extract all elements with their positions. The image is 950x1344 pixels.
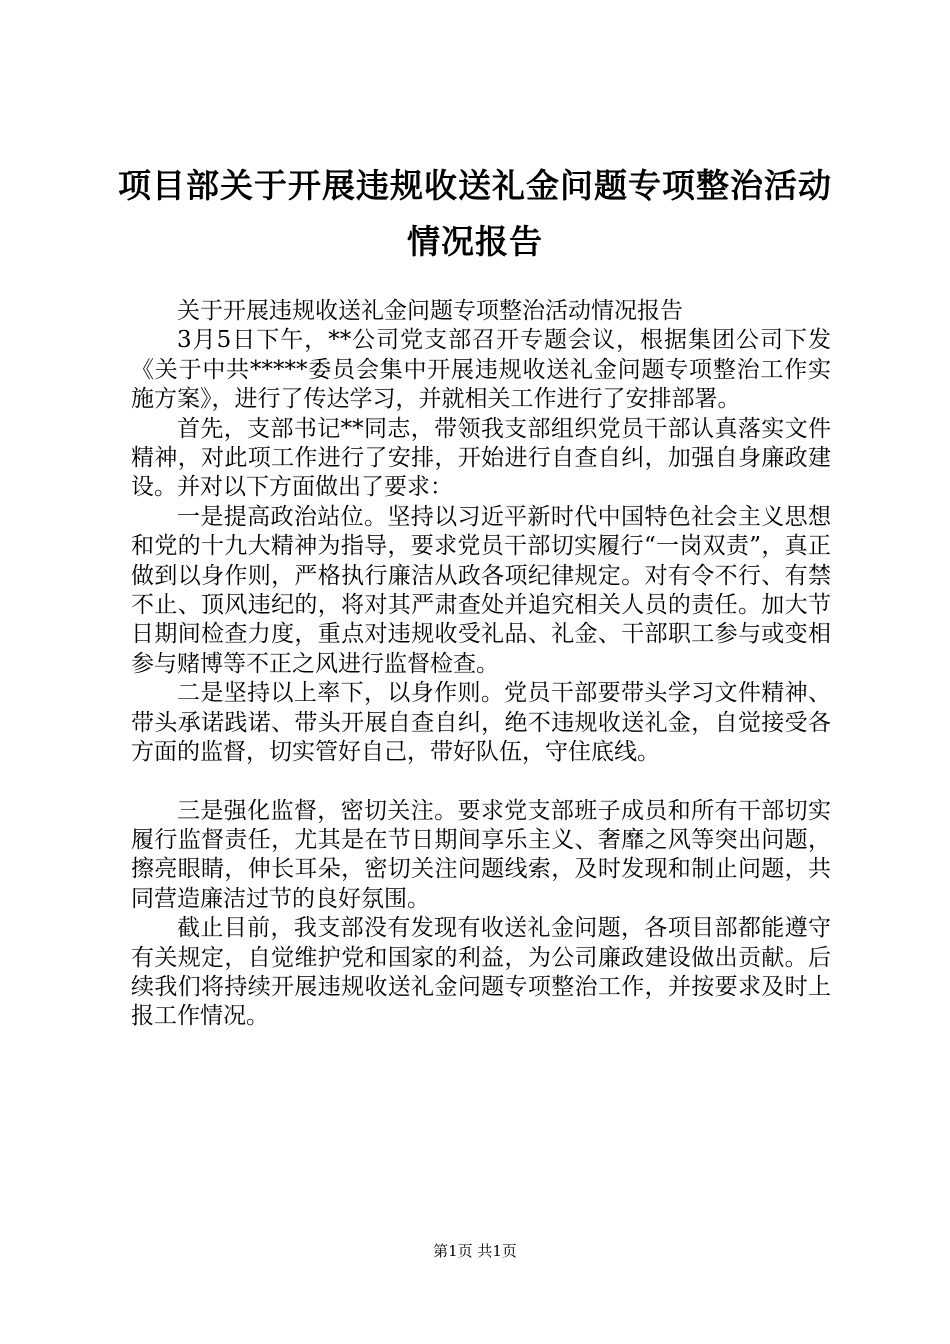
paragraph-point-one: 一是提高政治站位。坚持以习近平新时代中国特色社会主义思想和党的十九大精神为指导，要求党员干部切实履行“一岗双责”，真正做到以身作则，严格执行廉洁从政各项纪律规定。对有令不行、有禁不止、顶风违纪的，将对其严肃查处并追究相关人员的责任。加大节日期间检查力度，重点对违规收受礼品、礼金、干部职工参与或变相参与赌博等不正之风进行监督检查。 (131, 503, 831, 677)
paragraph-first: 首先，支部书记**同志，带领我支部组织党员干部认真落实文件精神，对此项工作进行了安排，开始进行自查自纠，加强自身廉政建设。并对以下方面做出了要求： (131, 415, 831, 501)
paragraph-subtitle: 关于开展违规收送礼金问题专项整治活动情况报告 (177, 298, 683, 324)
paragraph-meeting: 3月5日下午，**公司党支部召开专题会议，根据集团公司下发《关于中共*****委员会集中开展违规收送礼金问题专项整治工作实施方案》，进行了传达学习，并就相关工作进行了安排部署。 (131, 327, 831, 413)
paragraph-spacer (131, 768, 831, 797)
paragraph-conclusion: 截止目前，我支部没有发现有收送礼金问题，各项目部都能遵守有关规定，自觉维护党和国家的利益，为公司廉政建设做出贡献。后续我们将持续开展违规收送礼金问题专项整治工作，并按要求及时上报工作情况。 (131, 915, 831, 1030)
page-footer: 第1页 共1页 (433, 1242, 517, 1260)
paragraph-point-two: 二是坚持以上率下，以身作则。党员干部要带头学习文件精神、带头承诺践诺、带头开展自查自纠，绝不违规收送礼金，自觉接受各方面的监督，切实管好自己，带好队伍，守住底线。 (131, 680, 831, 766)
paragraph-point-three: 三是强化监督，密切关注。要求党支部班子成员和所有干部切实履行监督责任，尤其是在节日期间享乐主义、奢靡之风等突出问题，擦亮眼睛，伸长耳朵，密切关注问题线索，及时发现和制止问题，共同营造廉洁过节的良好氛围。 (131, 797, 831, 912)
document-body (131, 297, 831, 1032)
document-title: 项目部关于开展违规收送礼金问题专项整治活动情况报告 (118, 166, 832, 261)
